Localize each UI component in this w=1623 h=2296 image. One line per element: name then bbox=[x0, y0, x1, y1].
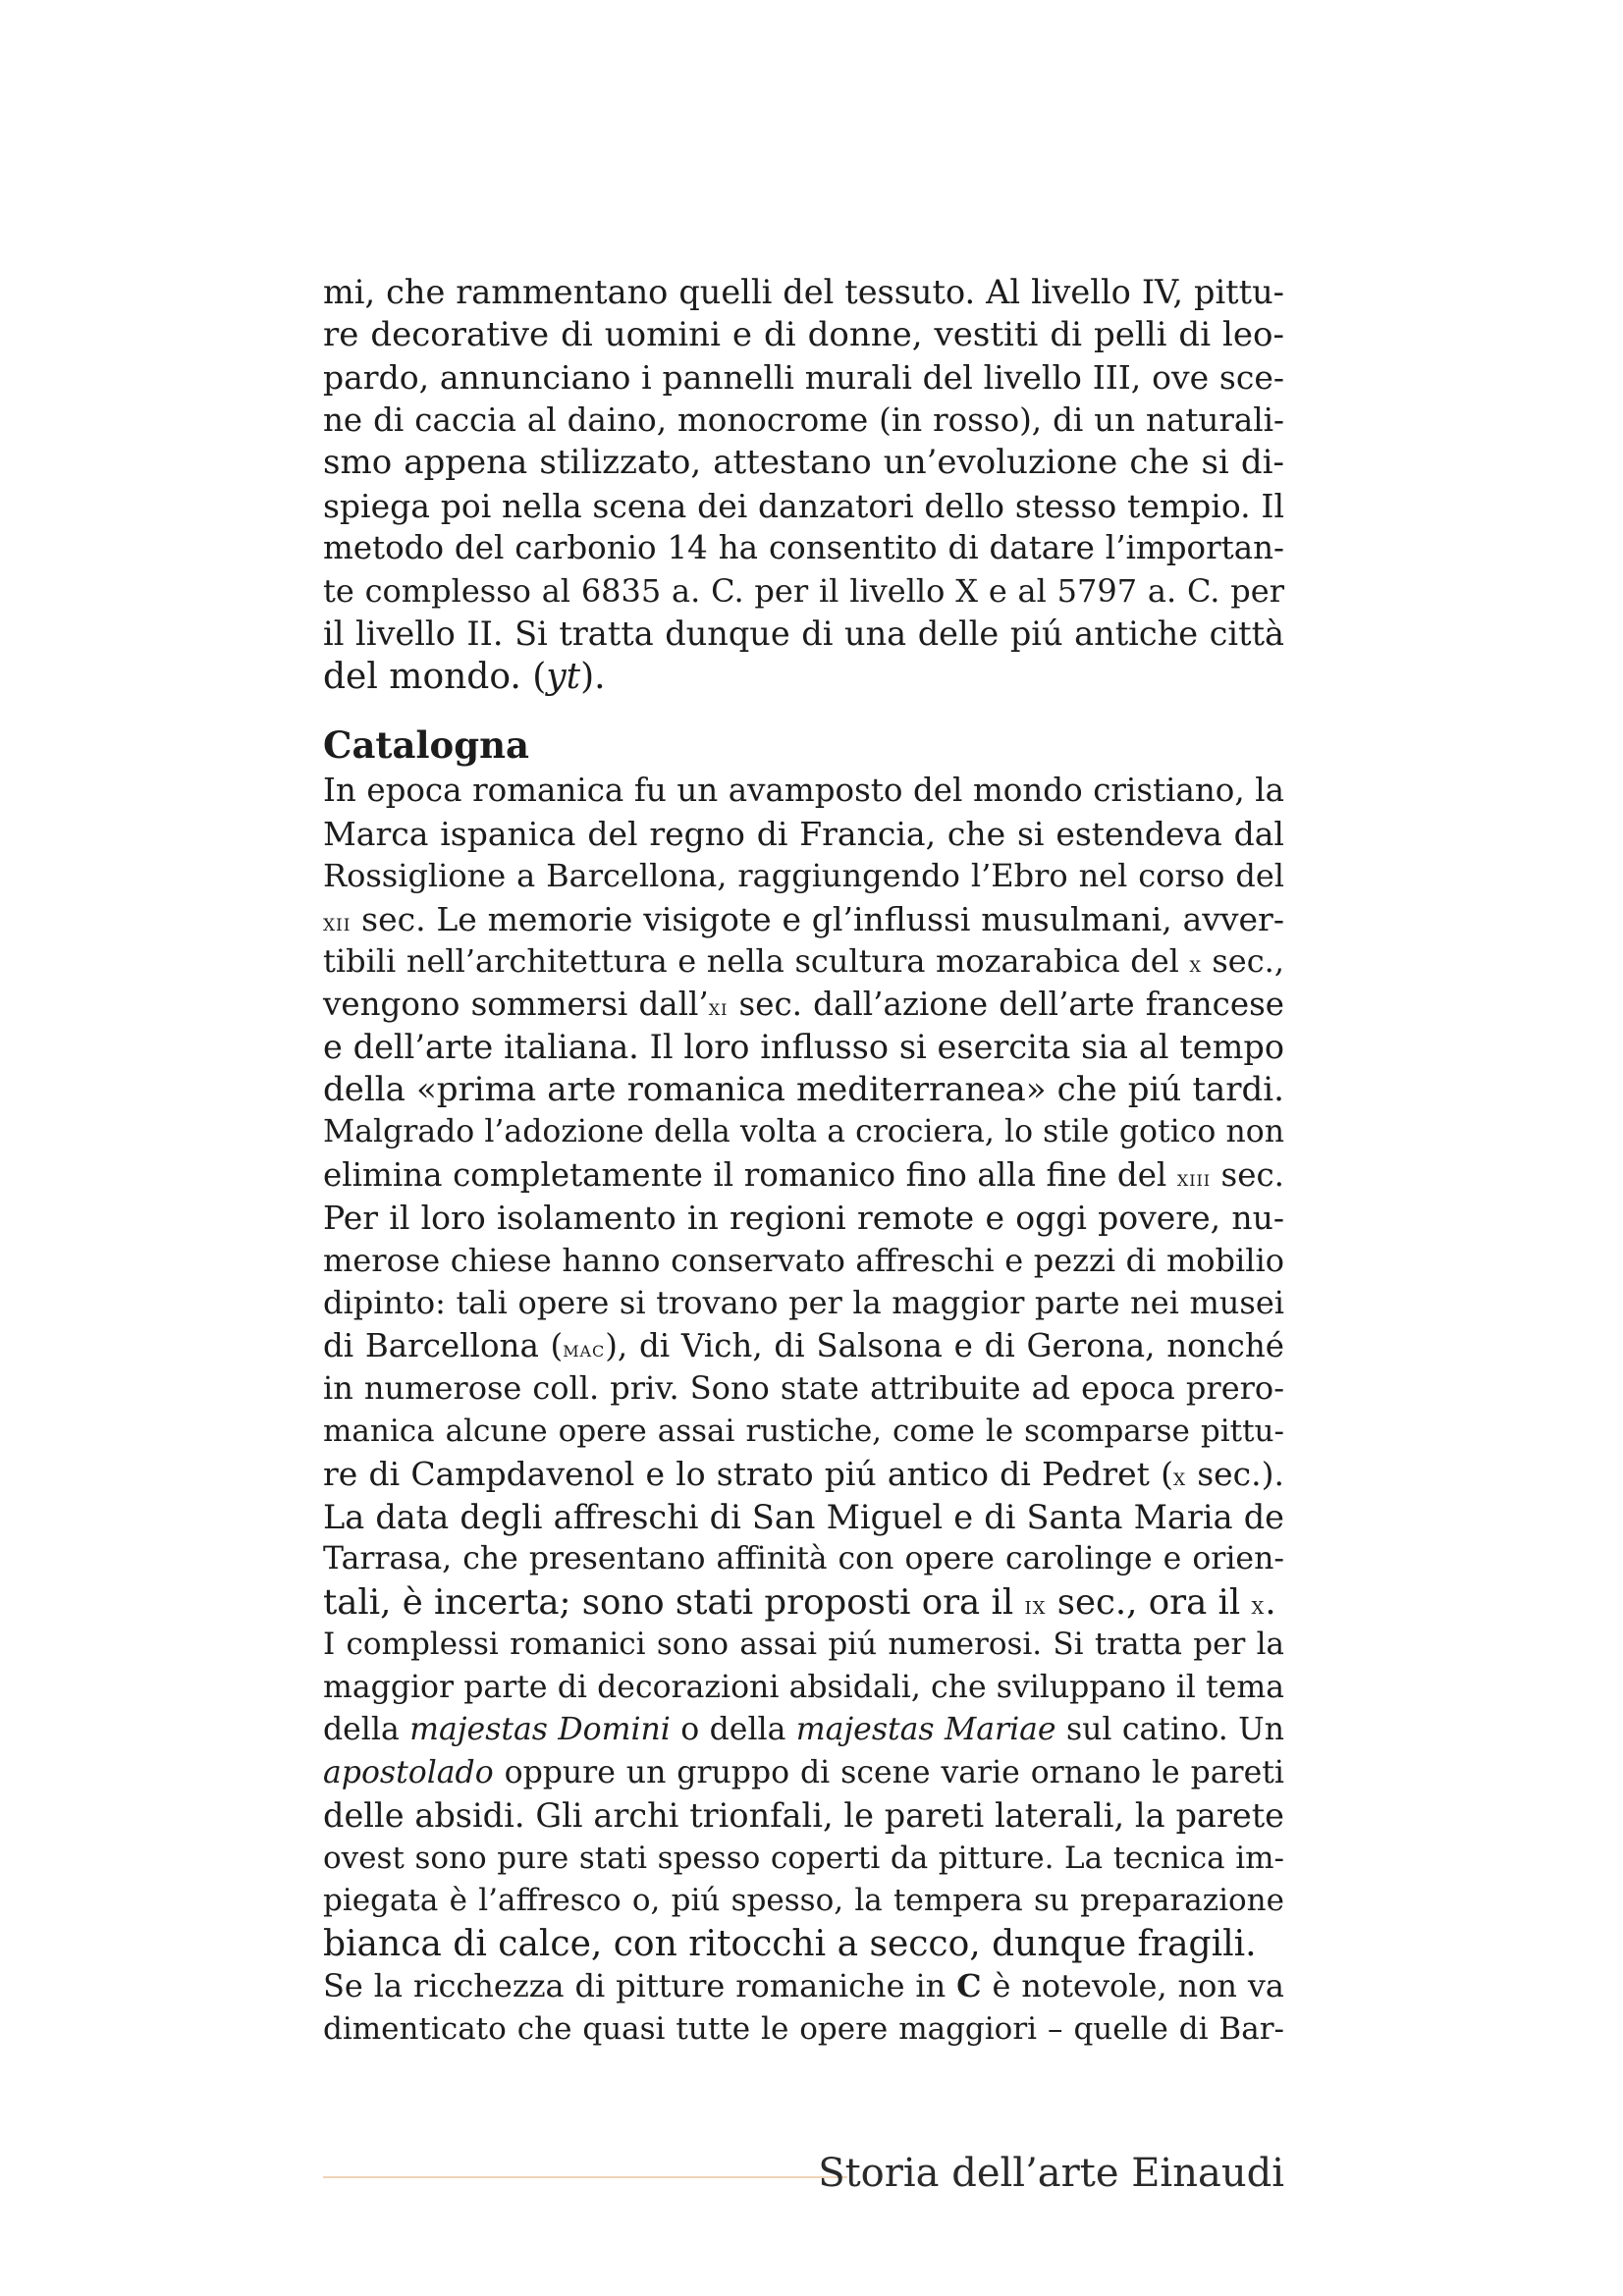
text-fragment: sec., ora il bbox=[1046, 1581, 1252, 1623]
text-line bbox=[323, 1453, 1284, 1496]
text-fragment: ), di Vich, di Salsona e di Gerona, nonché bbox=[605, 1326, 1284, 1364]
text-fragment: sec.). bbox=[1186, 1455, 1284, 1493]
text-line bbox=[323, 1154, 1284, 1198]
roman-numeral: xiii bbox=[1176, 1163, 1211, 1192]
roman-numeral: xii bbox=[323, 908, 352, 936]
text-line: Per il loro isolamento in regioni remote e oggi povere, nu- bbox=[323, 1199, 1284, 1237]
text-fragment: ). bbox=[580, 656, 606, 697]
text-line: maggior parte di decorazioni absidali, che sviluppano il tema bbox=[323, 1669, 1284, 1705]
text-fragment: o della bbox=[670, 1712, 796, 1747]
article-body bbox=[323, 271, 1284, 2051]
text-line: della «prima arte romanica mediterranea» che piú tardi. bbox=[323, 1069, 1284, 1109]
museum-abbreviation: mac bbox=[563, 1334, 606, 1362]
text-fragment: del mondo. ( bbox=[323, 656, 547, 697]
text-line: pardo, annunciano i pannelli murali del livello III, ove sce- bbox=[323, 358, 1284, 397]
bold-abbreviation: C bbox=[956, 1967, 982, 2004]
text-line bbox=[323, 1581, 1284, 1625]
italic-term: majestas Mariae bbox=[795, 1712, 1056, 1747]
text-line bbox=[323, 984, 1284, 1027]
text-line: I complessi romanici sono assai piú numerosi. Si tratta per la bbox=[323, 1627, 1284, 1662]
text-line: In epoca romanica fu un avamposto del mondo cristiano, la bbox=[323, 772, 1284, 809]
italic-term: apostolado bbox=[323, 1754, 494, 1790]
text-line: Tarrasa, che presentano affinità con opere carolinge e orien- bbox=[323, 1541, 1284, 1576]
italic-term: majestas Domini bbox=[409, 1712, 671, 1747]
text-line: dipinto: tali opere si trovano per la maggior parte nei musei bbox=[323, 1284, 1284, 1321]
text-line bbox=[323, 1709, 1284, 1752]
roman-numeral: xi bbox=[708, 992, 729, 1021]
text-fragment: sec., bbox=[1201, 942, 1285, 980]
text-line: mi, che rammentano quelli del tessuto. Al livello IV, pittu- bbox=[323, 273, 1284, 311]
text-line bbox=[323, 1752, 1284, 1795]
text-line: ovest sono pure stati spesso coperti da pitture. La tecnica im- bbox=[323, 1840, 1284, 1876]
text-line: merose chiese hanno conservato affreschi e pezzi di mobilio bbox=[323, 1241, 1284, 1279]
text-line: piegata è l’affresco o, piú spesso, la tempera su preparazione bbox=[323, 1883, 1284, 1918]
text-fragment: sec. dall’azione dell’arte francese bbox=[728, 985, 1284, 1023]
text-line: delle absidi. Gli archi trionfali, le pareti laterali, la parete bbox=[323, 1796, 1284, 1835]
author-initials: yt bbox=[546, 656, 581, 697]
text-line: spiega poi nella scena dei danzatori dello stesso tempio. Il bbox=[323, 486, 1284, 525]
text-line bbox=[323, 656, 1284, 699]
roman-numeral: x bbox=[1189, 952, 1202, 978]
text-fragment: sul catino. Un bbox=[1055, 1712, 1284, 1747]
section-paragraph-2 bbox=[323, 1624, 1284, 1965]
text-line bbox=[323, 1965, 1284, 2008]
footer-title: Storia dell’arte Einaudi bbox=[818, 2151, 1284, 2196]
text-line: bianca di calce, con ritocchi a secco, dunque fragili. bbox=[323, 1923, 1257, 1964]
text-line: La data degli affreschi di San Miguel e di Santa Maria de bbox=[323, 1497, 1284, 1536]
text-line bbox=[323, 898, 1284, 941]
text-line: metodo del carbonio 14 ha consentito di datare l’importan- bbox=[323, 529, 1284, 566]
text-fragment: tibili nell’architettura e nella scultura mozarabica del bbox=[323, 942, 1190, 980]
text-fragment: elimina completamente il romanico fino alla fine del bbox=[323, 1155, 1177, 1194]
text-fragment: vengono sommersi dall’ bbox=[323, 985, 709, 1023]
text-fragment: Se la ricchezza di pitture romaniche in bbox=[323, 1967, 957, 2004]
text-line: te complesso al 6835 a. C. per il livello X e al 5797 a. C. per bbox=[323, 571, 1284, 610]
text-line: e dell’arte italiana. Il loro influsso si esercita sia al tempo bbox=[323, 1028, 1284, 1066]
text-fragment: della bbox=[323, 1712, 410, 1747]
text-line: in numerose coll. priv. Sono state attribuite ad epoca prero- bbox=[323, 1369, 1284, 1407]
text-line: Malgrado l’adozione della volta a crociera, lo stile gotico non bbox=[323, 1114, 1284, 1149]
text-line: Marca ispanica del regno di Francia, che si estendeva dal bbox=[323, 814, 1284, 853]
text-line: dimenticato che quasi tutte le opere maggiori – quelle di Bar- bbox=[323, 2010, 1284, 2047]
section-paragraph-1 bbox=[323, 770, 1284, 1624]
text-line: manica alcune opere assai rustiche, come le scomparse pittu- bbox=[323, 1413, 1284, 1449]
text-line bbox=[323, 940, 1284, 984]
text-line: re decorative di uomini e di donne, vestiti di pelli di leo- bbox=[323, 314, 1284, 354]
text-fragment: sec. bbox=[1211, 1155, 1284, 1194]
text-line: Rossiglione a Barcellona, raggiungendo l’Ebro nel corso del bbox=[323, 857, 1284, 894]
text-line: il livello II. Si tratta dunque di una delle piú antiche città bbox=[323, 614, 1284, 653]
text-fragment: è notevole, non va bbox=[981, 1967, 1285, 2004]
text-line bbox=[323, 1325, 1284, 1368]
roman-numeral: x bbox=[1172, 1464, 1187, 1491]
section-heading: Catalogna bbox=[323, 723, 529, 767]
text-fragment: di Barcellona ( bbox=[323, 1326, 564, 1364]
text-fragment: oppure un gruppo di scene varie ornano le pareti bbox=[493, 1754, 1284, 1790]
roman-numeral: x bbox=[1251, 1590, 1266, 1621]
section-paragraph-3 bbox=[323, 1965, 1284, 2051]
footer-rule bbox=[323, 2176, 847, 2178]
text-fragment: re di Campdavenol e lo strato piú antico di Pedret ( bbox=[323, 1455, 1173, 1493]
text-fragment: sec. Le memorie visigote e gl’influssi musulmani, avver- bbox=[351, 899, 1284, 938]
text-fragment: . bbox=[1265, 1581, 1276, 1623]
text-line: ne di caccia al daino, monocrome (in rosso), di un naturali- bbox=[323, 400, 1284, 439]
text-fragment: tali, è incerta; sono stati proposti ora il bbox=[323, 1581, 1025, 1623]
text-line: smo appena stilizzato, attestano un’evoluzione che si di- bbox=[323, 443, 1284, 482]
roman-numeral: ix bbox=[1024, 1590, 1047, 1621]
continuation-paragraph bbox=[323, 271, 1284, 698]
